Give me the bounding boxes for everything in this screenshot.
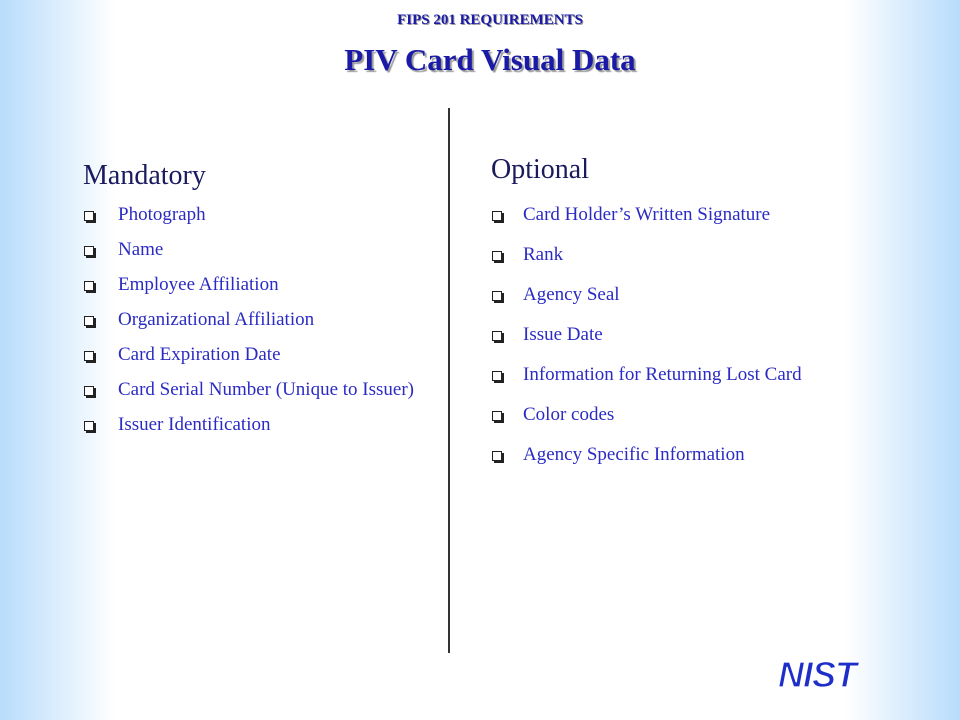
mandatory-heading: Mandatory	[83, 160, 206, 191]
list-item-label: Agency Seal	[523, 284, 620, 305]
mandatory-column	[83, 160, 433, 449]
list-item	[83, 274, 433, 296]
list-item	[491, 204, 921, 226]
list-item	[491, 404, 921, 426]
slide-kicker: FIPS 201 REQUIREMENTS	[397, 12, 583, 28]
checkbox-bullet-icon	[84, 421, 94, 431]
checkbox-bullet-icon	[84, 246, 94, 256]
list-item-label: Card Expiration Date	[118, 344, 281, 365]
list-item-label: Organizational Affiliation	[118, 309, 315, 330]
list-item-label: Name	[118, 239, 164, 260]
list-item	[491, 244, 921, 266]
list-item	[83, 344, 433, 366]
optional-column	[491, 154, 921, 484]
list-item-label: Information for Returning Lost Card	[523, 364, 802, 385]
list-item-label: Card Holder’s Written Signature	[523, 204, 771, 225]
checkbox-bullet-icon	[84, 211, 94, 221]
list-item	[83, 239, 433, 261]
checkbox-bullet-icon	[492, 291, 502, 301]
list-item-label: Issuer Identification	[118, 414, 271, 435]
checkbox-bullet-icon	[84, 281, 94, 291]
nist-logo-icon	[764, 655, 870, 693]
optional-heading: Optional	[491, 154, 589, 185]
list-item-label: Rank	[523, 244, 564, 265]
checkbox-bullet-icon	[492, 251, 502, 261]
nist-logo-text: NIST	[777, 655, 857, 693]
list-item	[83, 379, 433, 401]
list-item	[491, 364, 921, 386]
mandatory-list	[83, 204, 433, 436]
column-divider	[448, 108, 450, 653]
list-item-label: Photograph	[118, 204, 206, 225]
checkbox-bullet-icon	[492, 451, 502, 461]
list-item-label: Card Serial Number (Unique to Issuer)	[118, 379, 415, 400]
list-item	[491, 284, 921, 306]
checkbox-bullet-icon	[84, 386, 94, 396]
checkbox-bullet-icon	[84, 316, 94, 326]
slide-title: PIV Card Visual Data	[344, 42, 636, 77]
checkbox-bullet-icon	[84, 351, 94, 361]
list-item	[83, 204, 433, 226]
list-item	[491, 324, 921, 346]
list-item	[83, 309, 433, 331]
list-item-label: Color codes	[523, 404, 615, 425]
list-item-label: Agency Specific Information	[523, 444, 745, 465]
checkbox-bullet-icon	[492, 411, 502, 421]
list-item	[83, 414, 433, 436]
list-item-label: Employee Affiliation	[118, 274, 279, 295]
optional-list	[491, 204, 921, 466]
checkbox-bullet-icon	[492, 371, 502, 381]
checkbox-bullet-icon	[492, 331, 502, 341]
list-item	[491, 444, 921, 466]
checkbox-bullet-icon	[492, 211, 502, 221]
list-item-label: Issue Date	[523, 324, 603, 345]
